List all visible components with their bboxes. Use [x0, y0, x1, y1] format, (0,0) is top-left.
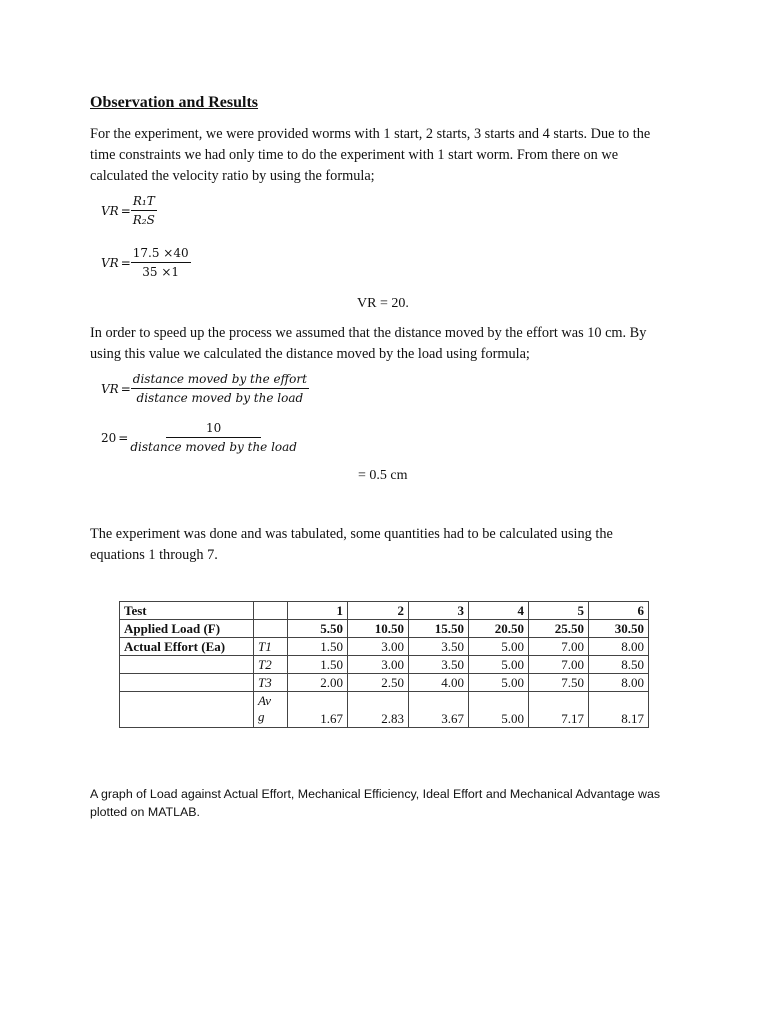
table-cell: 1.67	[288, 692, 348, 728]
table-cell: 5.00	[469, 656, 529, 674]
eq1-lhs: VR	[101, 203, 119, 218]
eq3-denominator: distance moved by the load	[136, 391, 304, 405]
table-row	[120, 620, 649, 638]
distance-formula: VR = $\frac{\text{distance moved by the effort}}{\text{distance moved by the load}}$	[101, 372, 307, 405]
table-cell: 8.00	[589, 638, 649, 656]
table-row	[120, 674, 649, 692]
eq4-denominator: distance moved by the load	[130, 440, 297, 454]
table-cell: 5.00	[469, 674, 529, 692]
eq3-numerator: distance moved by the effort	[131, 372, 309, 389]
table-cell: 8.00	[589, 674, 649, 692]
table-cell: 20.50	[469, 620, 529, 638]
table-cell: 1.50	[288, 638, 348, 656]
table-cell	[120, 656, 254, 674]
table-cell: 4	[469, 602, 529, 620]
table-cell: 5.50	[288, 620, 348, 638]
table-cell: 8.50	[589, 656, 649, 674]
table-cell: 2.50	[348, 674, 409, 692]
table-cell: 8.17	[589, 692, 649, 728]
table-cell: 5.00	[469, 638, 529, 656]
table-cell: 7.00	[529, 656, 589, 674]
table-cell: Applied Load (F)	[120, 620, 254, 638]
results-table	[119, 601, 649, 728]
table-cell	[254, 692, 288, 728]
table-cell: 3.00	[348, 638, 409, 656]
avg-label-line2: g	[258, 709, 265, 724]
table-cell: T1	[254, 638, 288, 656]
table-cell: 7.00	[529, 638, 589, 656]
velocity-ratio-formula: VR = $\frac{\text{R₁T}}{\text{R₂S}}$	[101, 194, 155, 227]
section-heading: Observation and Results	[90, 94, 259, 111]
table-cell: 30.50	[589, 620, 649, 638]
eq1-numerator: R₁T	[131, 194, 157, 211]
table-cell: T2	[254, 656, 288, 674]
table-cell: Actual Effort (Ea)	[120, 638, 254, 656]
eq2-denominator: 35 ×1	[142, 265, 180, 279]
intro-paragraph: For the experiment, we were provided worms with 1 start, 2 starts, 3 starts and 4 starts. Due to the time constraints we had only time to do the experiment with 1 start worm. From there on we calculated the velocity ratio by using the formula;	[90, 126, 651, 184]
table-cell	[254, 620, 288, 638]
table-cell: 3.50	[409, 638, 469, 656]
table-cell: 6	[589, 602, 649, 620]
eq4-lhs: 20	[101, 430, 117, 445]
table-cell: 1.50	[288, 656, 348, 674]
eq3-lhs: VR	[101, 381, 119, 396]
graph-paragraph: A graph of Load against Actual Effort, Mechanical Efficiency, Ideal Effort and Mechanical Advantage was plotted on MATLAB.	[90, 787, 661, 819]
table-cell: Test	[120, 602, 254, 620]
table-cell: 1	[288, 602, 348, 620]
table-row	[120, 602, 649, 620]
eq1-denominator: R₂S	[132, 213, 155, 227]
eq2-numerator: 17.5 ×40	[131, 246, 191, 263]
velocity-ratio-substitution: VR = $\frac{17.5 \times 40}{35 \times 1}$	[101, 246, 189, 279]
table-cell	[254, 602, 288, 620]
distance-result: = 0.5 cm	[358, 468, 408, 483]
table-cell: 7.17	[529, 692, 589, 728]
table-cell: 25.50	[529, 620, 589, 638]
table-cell: 3.50	[409, 656, 469, 674]
table-row	[120, 638, 649, 656]
table-row	[120, 656, 649, 674]
table-cell: 4.00	[409, 674, 469, 692]
table-cell: 5.00	[469, 692, 529, 728]
assumption-paragraph: In order to speed up the process we assumed that the distance moved by the effort was 10 cm. By using this value we calculated the distance moved by the load using formula;	[90, 325, 647, 362]
distance-substitution: 20 = $\frac{10}{\text{distance moved by the load}}$	[101, 421, 297, 454]
velocity-ratio-result: VR = 20.	[357, 296, 409, 311]
table-cell: 7.50	[529, 674, 589, 692]
eq2-lhs: VR	[101, 255, 119, 270]
table-cell: 3.67	[409, 692, 469, 728]
eq4-numerator: 10	[166, 421, 261, 438]
avg-label-line1: Av	[258, 693, 271, 708]
table-cell: 2.00	[288, 674, 348, 692]
table-cell	[120, 692, 254, 728]
table-cell	[120, 674, 254, 692]
table-row	[120, 692, 649, 728]
table-cell: 5	[529, 602, 589, 620]
tabulation-paragraph: The experiment was done and was tabulated, some quantities had to be calculated using the equations 1 through 7.	[90, 526, 613, 563]
table-cell: 3	[409, 602, 469, 620]
table-cell: 3.00	[348, 656, 409, 674]
table-cell: 2.83	[348, 692, 409, 728]
table-cell: 2	[348, 602, 409, 620]
table-cell: T3	[254, 674, 288, 692]
table-cell: 15.50	[409, 620, 469, 638]
table-cell: 10.50	[348, 620, 409, 638]
